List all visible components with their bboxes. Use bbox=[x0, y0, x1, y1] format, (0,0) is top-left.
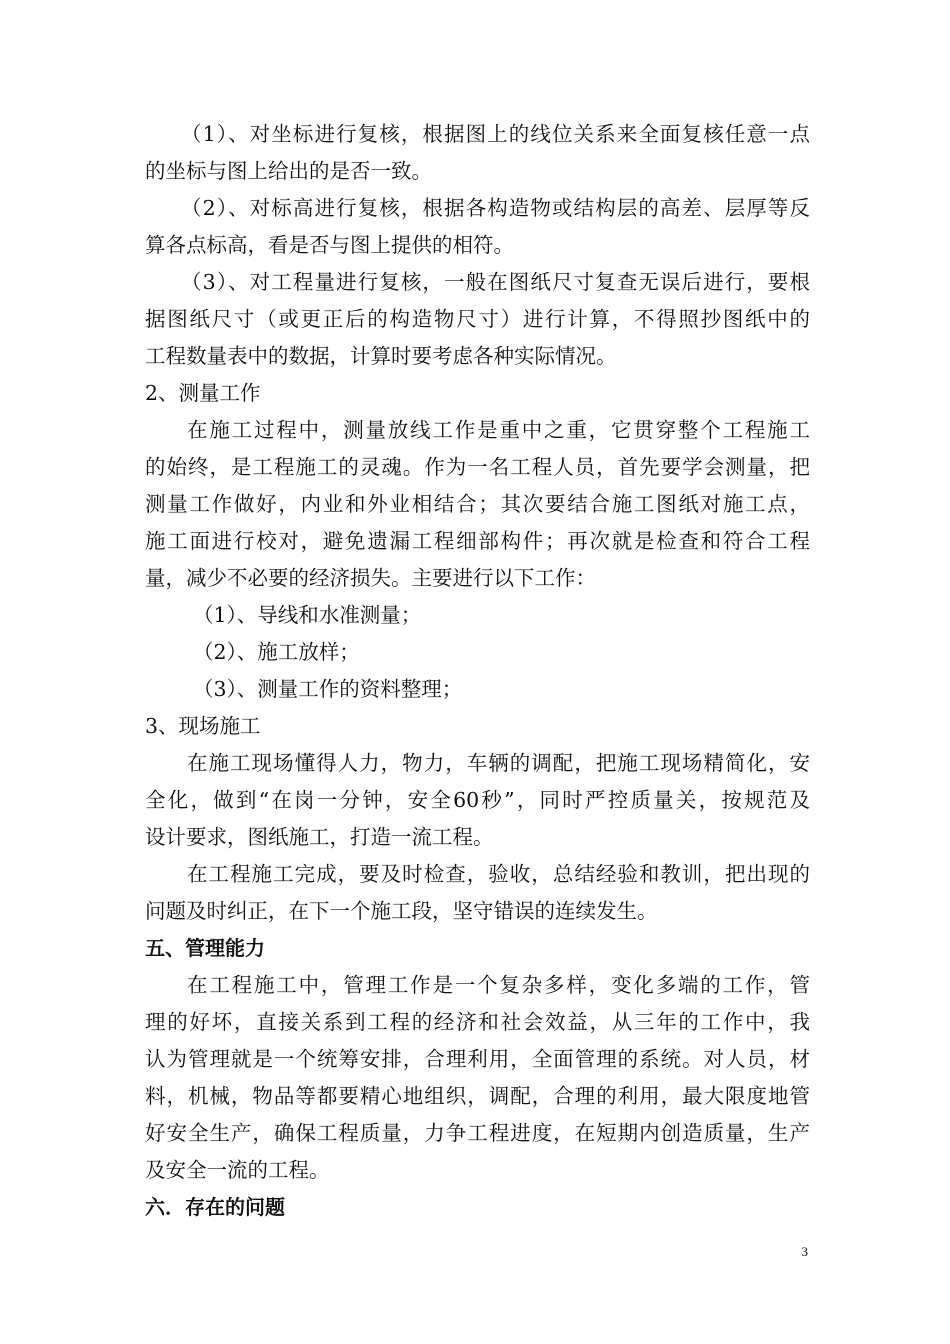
paragraph-line: 测量工作做好，内业和外业相结合；其次要结合施工图纸对施工点， bbox=[145, 492, 810, 516]
paragraph-line: 认为管理就是一个统筹安排，合理利用，全面管理的系统。对人员，材 bbox=[145, 1047, 810, 1071]
list-item: （3）、测量工作的资料整理； bbox=[193, 677, 463, 701]
paragraph-line: 在施工过程中，测量放线工作是重中之重，它贯穿整个工程施工 bbox=[187, 418, 810, 442]
paragraph-line: 在工程施工中，管理工作是一个复杂多样，变化多端的工作，管 bbox=[187, 973, 810, 997]
chapter-heading: 六．存在的问题 bbox=[145, 1195, 285, 1219]
paragraph-line: 在施工现场懂得人力，物力，车辆的调配，把施工现场精简化，安 bbox=[187, 751, 810, 775]
paragraph-line: 施工面进行校对，避免遗漏工程细部构件；再次就是检查和符合工程 bbox=[145, 529, 810, 553]
chapter-heading: 五、管理能力 bbox=[145, 936, 265, 960]
paragraph-line: （2）、对标高进行复核，根据各构造物或结构层的高差、层厚等反 bbox=[181, 196, 810, 220]
page-number: 3 bbox=[801, 1244, 808, 1259]
section-heading: 3、现场施工 bbox=[145, 714, 261, 738]
paragraph-line: 量，减少不必要的经济损失。主要进行以下工作： bbox=[145, 566, 596, 590]
paragraph-line: 设计要求，图纸施工，打造一流工程。 bbox=[145, 825, 494, 849]
paragraph-line: 全化，做到“在岗一分钟，安全60秒”，同时严控质量关，按规范及 bbox=[145, 788, 810, 812]
paragraph-line: 的始终，是工程施工的灵魂。作为一名工程人员，首先要学会测量，把 bbox=[145, 455, 810, 479]
paragraph-line: 工程数量表中的数据，计算时要考虑各种实际情况。 bbox=[145, 344, 617, 368]
paragraph-line: （3）、对工程量进行复核，一般在图纸尺寸复查无误后进行，要根 bbox=[181, 270, 810, 294]
paragraph-line: （1）、对坐标进行复核，根据图上的线位关系来全面复核任意一点 bbox=[181, 122, 810, 146]
paragraph-line: 的坐标与图上给出的是否一致。 bbox=[145, 159, 432, 183]
list-item: （2）、施工放样； bbox=[193, 640, 360, 664]
paragraph-line: 理的好坏，直接关系到工程的经济和社会效益，从三年的工作中，我 bbox=[145, 1010, 810, 1034]
paragraph-line: 算各点标高，看是否与图上提供的相符。 bbox=[145, 233, 514, 257]
paragraph-line: 问题及时纠正，在下一个施工段，坚守错误的连续发生。 bbox=[145, 899, 658, 923]
document-body bbox=[145, 116, 810, 1226]
paragraph-line: 在工程施工完成，要及时检查，验收，总结经验和教训，把出现的 bbox=[187, 862, 810, 886]
paragraph-line: 据图纸尺寸（或更正后的构造物尺寸）进行计算，不得照抄图纸中的 bbox=[145, 307, 810, 331]
list-item: （1）、导线和水准测量； bbox=[193, 603, 422, 627]
section-heading: 2、测量工作 bbox=[145, 381, 261, 405]
paragraph-line: 好安全生产，确保工程质量，力争工程进度，在短期内创造质量，生产 bbox=[145, 1121, 810, 1145]
paragraph-line: 及安全一流的工程。 bbox=[145, 1158, 330, 1182]
paragraph-line: 料，机械，物品等都要精心地组织，调配，合理的利用，最大限度地管 bbox=[145, 1084, 810, 1108]
